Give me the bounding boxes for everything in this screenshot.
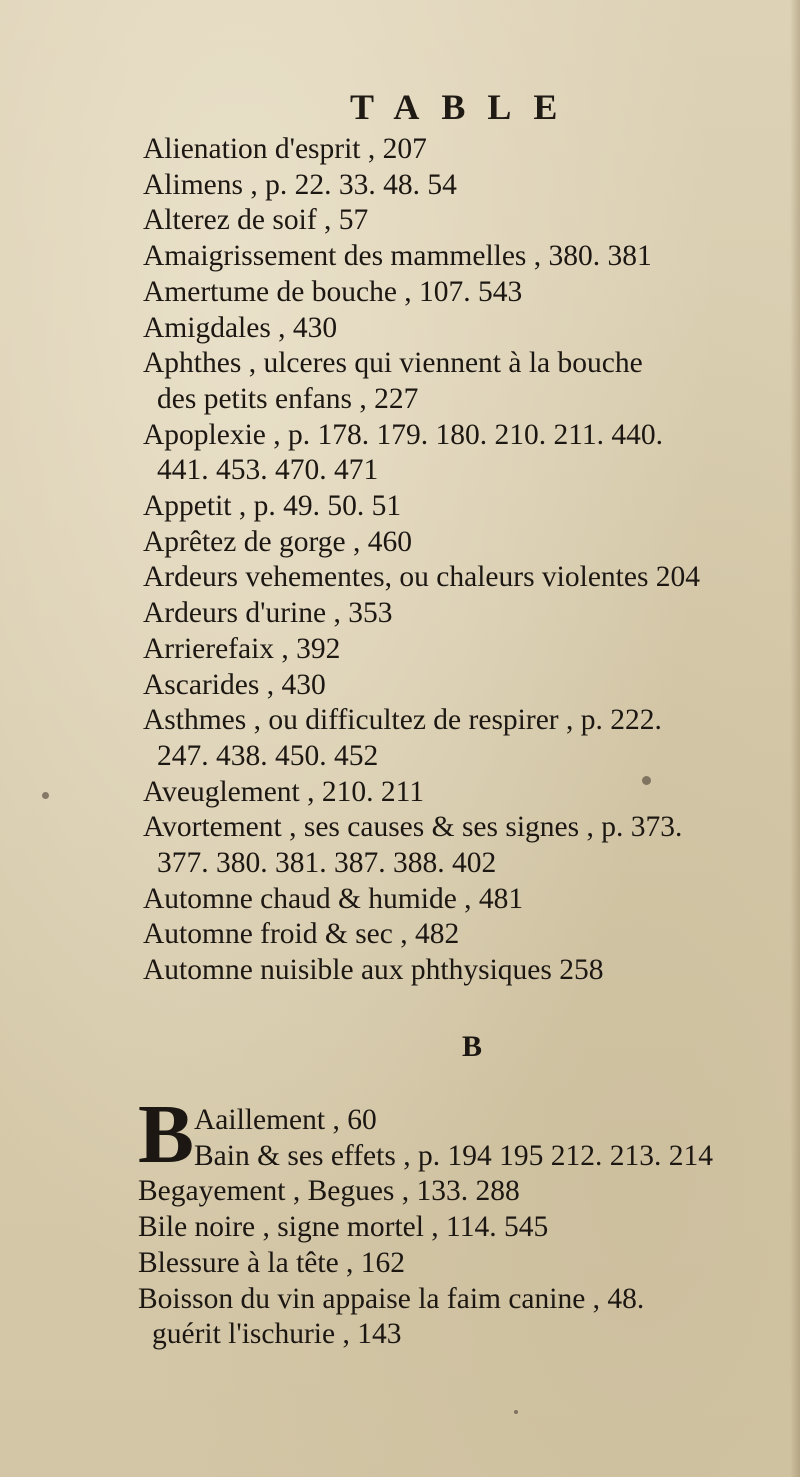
index-entry: Alimens , p. 22. 33. 48. 54 [143, 168, 457, 201]
index-list-b [138, 1103, 793, 1353]
index-entry: Alienation d'esprit , 207 [143, 133, 427, 165]
index-entry: Ardeurs vehementes, ou chaleurs violentes 204 [143, 561, 701, 594]
index-entry: Apoplexie , p. 178. 179. 180. 210. 211. 440. [143, 418, 664, 451]
index-section-b [138, 1088, 793, 1353]
index-entry-continuation: 441. 453. 470. 471 [157, 454, 379, 487]
index-entry: Ascarides , 430 [143, 668, 326, 701]
index-entry: Automne froid & sec , 482 [143, 918, 460, 951]
index-entry: Boisson du vin appaise la faim canine , 48. [138, 1282, 645, 1315]
index-entry-continuation: guérit l'ischurie , 143 [152, 1318, 402, 1351]
index-entry: Aaillement , 60 [194, 1104, 377, 1136]
index-entry: Blessure à la tête , 162 [138, 1246, 406, 1279]
index-entry: Amaigrissement des mammelles , 380. 381 [143, 240, 652, 273]
index-entry: Bile noire , signe mortel , 114. 545 [138, 1211, 549, 1244]
index-entry: Arrierefaix , 392 [143, 632, 341, 665]
index-entry-continuation: 377. 380. 381. 387. 388. 402 [157, 847, 497, 880]
index-list-a [143, 132, 793, 989]
index-entry: Bain & ses effets , p. 194 195 212. 213. 214 [194, 1139, 713, 1172]
index-entry: Avortement , ses causes & ses signes , p. 373. [143, 811, 683, 844]
index-entry: Ardeurs d'urine , 353 [143, 597, 393, 630]
ink-speck [514, 1410, 518, 1414]
page-title: TABLE [350, 87, 580, 127]
index-entry: Asthmes , ou difficultez de respirer , p. 222. [143, 704, 662, 737]
index-entry: Aphthes , ulceres qui viennent à la bouche [143, 347, 643, 380]
index-entry: Aprêtez de gorge , 460 [143, 525, 412, 558]
index-entry-continuation: des petits enfans , 227 [157, 382, 419, 415]
ink-speck [42, 792, 49, 799]
index-entry: Amertume de bouche , 107. 543 [143, 275, 523, 308]
drop-cap: B [138, 1088, 195, 1181]
section-heading-b: B [462, 1030, 483, 1063]
index-entry: Aveuglement , 210. 211 [143, 775, 425, 808]
index-entry: Appetit , p. 49. 50. 51 [143, 490, 402, 523]
index-entry: Automne nuisible aux phthysiques 258 [143, 954, 604, 987]
index-entry: Begayement , Begues , 133. 288 [138, 1175, 520, 1208]
index-entry: Automne chaud & humide , 481 [143, 882, 524, 915]
index-entry-continuation: 247. 438. 450. 452 [157, 739, 379, 772]
index-entry: Amigdales , 430 [143, 311, 338, 344]
ink-speck [642, 776, 651, 785]
index-entry: Alterez de soif , 57 [143, 204, 369, 237]
